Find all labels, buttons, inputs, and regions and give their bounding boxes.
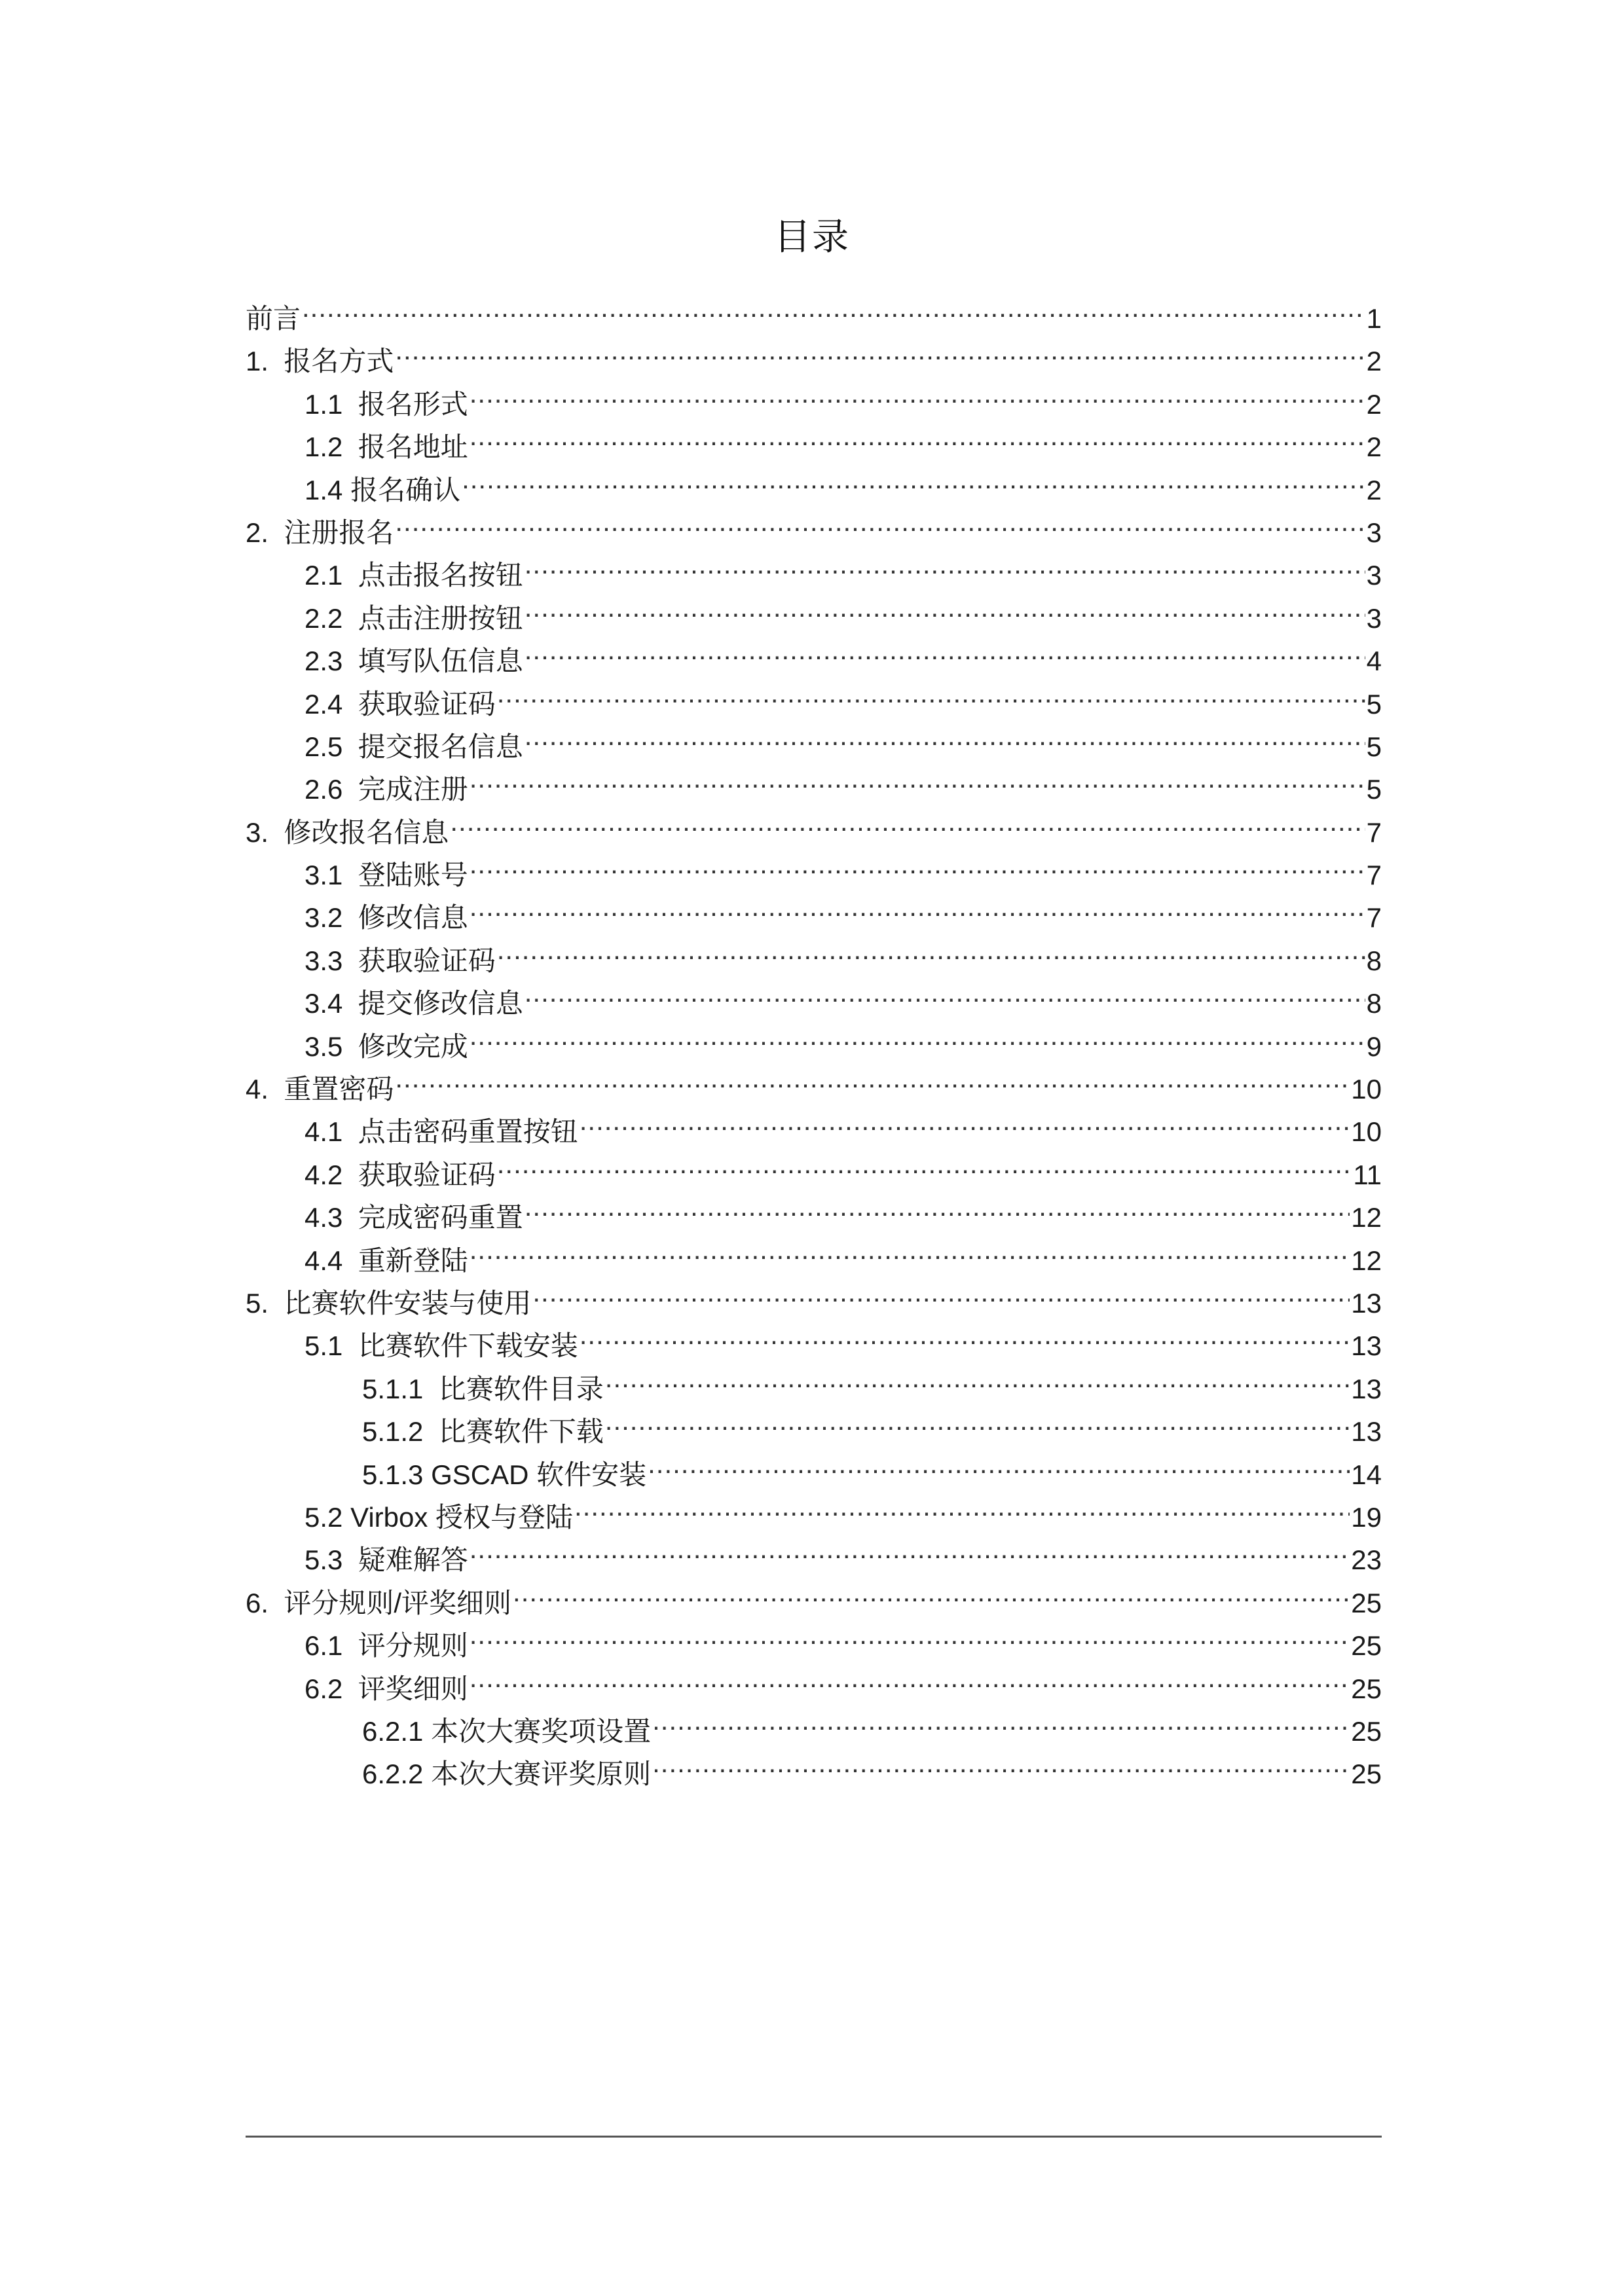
- toc-dot-leader: [470, 1527, 1350, 1569]
- toc-page-number: 10: [1351, 1074, 1382, 1105]
- toc-entry-title: 本次大赛评奖原则: [431, 1758, 652, 1790]
- toc-entry-title: 疑难解答: [358, 1544, 468, 1576]
- toc-entry-number: 2.4: [304, 688, 358, 720]
- toc-page-number: 3: [1366, 517, 1382, 548]
- toc-page-number: 12: [1351, 1202, 1382, 1233]
- toc-dot-leader: [470, 842, 1365, 884]
- toc-dot-leader: [470, 1656, 1350, 1698]
- toc-page-number: 13: [1351, 1330, 1382, 1362]
- toc-dot-leader: [652, 1698, 1350, 1741]
- toc-dot-leader: [470, 371, 1365, 414]
- toc-entry-number: 5.2: [304, 1501, 351, 1533]
- toc-dot-leader: [580, 1099, 1350, 1141]
- toc-dot-leader: [497, 671, 1365, 714]
- toc-page-number: 5: [1366, 688, 1382, 720]
- toc-page-number: 1: [1366, 303, 1382, 334]
- toc-list: [246, 285, 1382, 1790]
- toc-entry-number: 5.1.3: [362, 1459, 432, 1490]
- toc-entry[interactable]: [246, 328, 1382, 377]
- toc-entry-title: 报名形式: [358, 388, 468, 420]
- toc-entry-title: 修改报名信息: [284, 816, 449, 848]
- toc-page-number: 13: [1351, 1416, 1382, 1448]
- toc-entry-title: 比赛软件目录: [438, 1373, 604, 1404]
- toc-entry-number: 2.: [246, 517, 284, 548]
- toc-entry-title: 比赛软件下载: [438, 1416, 604, 1448]
- toc-entry-title: 完成注册: [358, 774, 468, 805]
- toc-entry-number: 4.4: [304, 1245, 358, 1276]
- toc-dot-leader: [470, 884, 1365, 927]
- toc-dot-leader: [525, 970, 1365, 1013]
- toc-entry-title: 比赛软件安装与使用: [284, 1287, 532, 1319]
- toc-entry-title: 获取验证码: [358, 688, 496, 720]
- toc-entry-number: 5.1: [304, 1330, 358, 1362]
- toc-entry-title: 报名地址: [358, 431, 468, 463]
- toc-entry-number: 6.: [246, 1587, 284, 1618]
- toc-title: 目录: [774, 216, 850, 257]
- toc-dot-leader: [470, 414, 1365, 456]
- toc-entry-title: 报名方式: [284, 346, 394, 377]
- toc-dot-leader: [462, 457, 1365, 500]
- toc-entry-number: 1.1: [304, 388, 358, 420]
- toc-page-number: 5: [1366, 731, 1382, 762]
- toc-page-number: 13: [1351, 1373, 1382, 1404]
- toc-dot-leader: [497, 928, 1365, 970]
- toc-page-number: 7: [1366, 860, 1382, 891]
- toc-dot-leader: [605, 1356, 1350, 1398]
- toc-dot-leader: [648, 1442, 1350, 1484]
- toc-entry-number: 1.4: [304, 474, 351, 505]
- toc-entry-number: 5.: [246, 1287, 284, 1319]
- toc-dot-leader: [395, 1056, 1350, 1099]
- toc-entry-number: 6.2.1: [362, 1715, 432, 1747]
- toc-dot-leader: [580, 1313, 1350, 1355]
- toc-page-number: 8: [1366, 945, 1382, 976]
- toc-entry-number: 1.2: [304, 431, 358, 463]
- toc-entry-title: 评分规则/评奖细则: [284, 1587, 512, 1618]
- toc-page-number: 7: [1366, 902, 1382, 934]
- toc-entry-title: 修改信息: [358, 902, 468, 934]
- toc-entry-title: 比赛软件下载安装: [358, 1330, 578, 1362]
- toc-page-number: 25: [1351, 1673, 1382, 1704]
- toc-page-number: 14: [1351, 1459, 1382, 1490]
- toc-dot-leader: [497, 1142, 1352, 1184]
- toc-dot-leader: [525, 628, 1365, 670]
- toc-dot-leader: [605, 1398, 1350, 1441]
- toc-page-number: 11: [1353, 1159, 1382, 1190]
- toc-entry-title: 完成密码重置: [358, 1202, 523, 1233]
- toc-dot-leader: [470, 1613, 1350, 1655]
- toc-entry-title: 报名确认: [350, 474, 461, 505]
- toc-page-number: 5: [1366, 774, 1382, 805]
- toc-dot-leader: [525, 714, 1365, 756]
- toc-page-number: 25: [1351, 1758, 1382, 1790]
- toc-entry-title: 评奖细则: [358, 1673, 468, 1704]
- toc-page-number: 7: [1366, 816, 1382, 848]
- toc-entry-title: 获取验证码: [358, 1159, 496, 1190]
- toc-entry-title: 前言: [246, 303, 301, 334]
- toc-entry-number: 3.5: [304, 1030, 358, 1062]
- toc-page-number: 2: [1366, 431, 1382, 463]
- toc-entry-number: 2.2: [304, 602, 358, 634]
- toc-entry-title: 填写队伍信息: [358, 646, 523, 677]
- toc-entry-number: 4.2: [304, 1159, 358, 1190]
- toc-entry-title: 修改完成: [358, 1030, 468, 1062]
- toc-dot-leader: [450, 799, 1365, 842]
- toc-entry-number: 3.2: [304, 902, 358, 934]
- toc-page-number: 2: [1366, 474, 1382, 505]
- toc-entry-number: 5.1.2: [362, 1416, 439, 1448]
- toc-page-number: 8: [1366, 988, 1382, 1019]
- toc-entry-number: 6.2: [304, 1673, 358, 1704]
- toc-entry-number: 4.1: [304, 1116, 358, 1148]
- toc-entry-number: 3.: [246, 816, 284, 848]
- toc-entry-title: 登陆账号: [358, 860, 468, 891]
- toc-entry-number: 2.1: [304, 560, 358, 591]
- toc-entry[interactable]: [246, 542, 1382, 591]
- toc-dot-leader: [395, 500, 1365, 542]
- toc-entry-title: 重置密码: [284, 1074, 394, 1105]
- toc-entry-number: 6.2.2: [362, 1758, 432, 1790]
- toc-entry-title: 点击报名按钮: [358, 560, 523, 591]
- toc-entry-title: 注册报名: [284, 517, 394, 548]
- toc-entry-title: Virbox 授权与登陆: [350, 1501, 574, 1533]
- toc-entry[interactable]: [246, 371, 1382, 420]
- toc-entry-number: 2.6: [304, 774, 358, 805]
- toc-page-number: 2: [1366, 388, 1382, 420]
- toc-entry-title: 点击密码重置按钮: [358, 1116, 578, 1148]
- toc-dot-leader: [532, 1270, 1350, 1313]
- toc-entry-number: 3.4: [304, 988, 358, 1019]
- toc-entry-title: 评分规则: [358, 1630, 468, 1662]
- toc-page-number: 25: [1351, 1630, 1382, 1662]
- toc-entry[interactable]: [246, 1099, 1382, 1148]
- toc-entry-number: 3.1: [304, 860, 358, 891]
- footer-rule: [246, 2136, 1382, 2138]
- toc-dot-leader: [652, 1741, 1350, 1783]
- toc-entry-number: 2.5: [304, 731, 358, 762]
- toc-entry-title: GSCAD 软件安装: [431, 1459, 647, 1490]
- toc-dot-leader: [302, 285, 1365, 328]
- toc-page-number: 25: [1351, 1587, 1382, 1618]
- toc-dot-leader: [525, 585, 1365, 628]
- toc-entry-number: 5.3: [304, 1544, 358, 1576]
- toc-entry-number: 5.1.1: [362, 1373, 439, 1404]
- toc-page-number: 25: [1351, 1715, 1382, 1747]
- toc-page-number: 10: [1351, 1116, 1382, 1148]
- toc-page-number: 3: [1366, 560, 1382, 591]
- toc-entry-title: 点击注册按钮: [358, 602, 523, 634]
- toc-page-number: 23: [1351, 1544, 1382, 1576]
- toc-entry-number: 1.: [246, 346, 284, 377]
- toc-entry-title: 提交修改信息: [358, 988, 523, 1019]
- toc-dot-leader: [574, 1484, 1350, 1527]
- toc-dot-leader: [470, 1228, 1350, 1270]
- toc-entry-number: 4.: [246, 1074, 284, 1105]
- toc-entry-title: 重新登陆: [358, 1245, 468, 1276]
- toc-dot-leader: [525, 542, 1365, 585]
- toc-entry-number: 2.3: [304, 646, 358, 677]
- toc-dot-leader: [395, 328, 1365, 371]
- toc-page-number: 3: [1366, 602, 1382, 634]
- toc-dot-leader: [470, 1013, 1365, 1056]
- toc-page-number: 9: [1366, 1030, 1382, 1062]
- toc-page-number: 2: [1366, 346, 1382, 377]
- toc-entry-title: 本次大赛奖项设置: [431, 1715, 652, 1747]
- toc-page-number: 13: [1351, 1287, 1382, 1319]
- toc-entry[interactable]: [246, 1056, 1382, 1105]
- toc-page-number: 19: [1351, 1501, 1382, 1533]
- toc-entry-title: 获取验证码: [358, 945, 496, 976]
- toc-entry-number: 6.1: [304, 1630, 358, 1662]
- toc-entry[interactable]: [246, 285, 1382, 334]
- toc-dot-leader: [513, 1570, 1350, 1613]
- toc-dot-leader: [525, 1184, 1350, 1227]
- toc-entry[interactable]: [246, 500, 1382, 548]
- toc-entry-number: 3.3: [304, 945, 358, 976]
- toc-entry-number: 4.3: [304, 1202, 358, 1233]
- toc-page-number: 4: [1366, 646, 1382, 677]
- toc-entry-title: 提交报名信息: [358, 731, 523, 762]
- toc-dot-leader: [470, 756, 1365, 799]
- toc-page-number: 12: [1351, 1245, 1382, 1276]
